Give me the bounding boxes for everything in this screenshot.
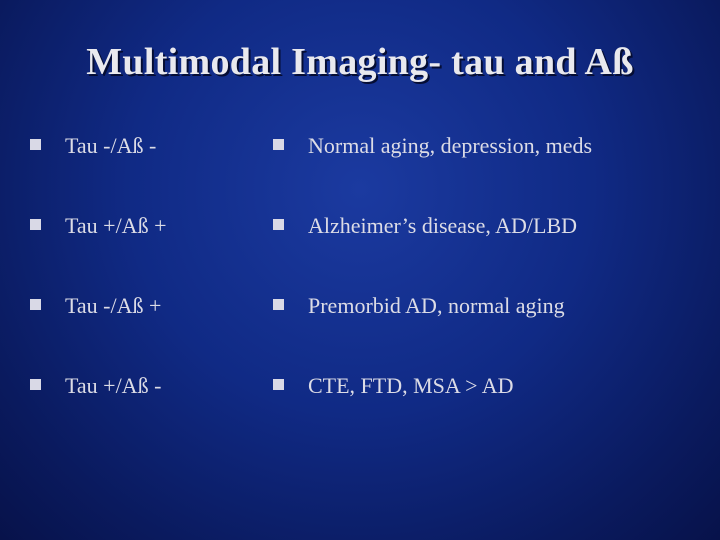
list-item-label: Normal aging, depression, meds	[308, 133, 593, 158]
list-item-label: Tau -/Aß +	[65, 293, 162, 318]
square-bullet-icon	[273, 139, 284, 150]
square-bullet-icon	[273, 299, 284, 310]
slide-title: Multimodal Imaging- tau and Aß	[86, 41, 634, 83]
list-item	[30, 211, 270, 291]
list-item-label: Tau +/Aß -	[65, 373, 162, 398]
right-column	[273, 131, 713, 451]
list-item	[273, 371, 713, 451]
list-item	[30, 371, 270, 451]
list-item-label: CTE, FTD, MSA > AD	[308, 373, 514, 398]
list-item-label: Tau +/Aß +	[65, 213, 167, 238]
square-bullet-icon	[30, 299, 41, 310]
square-bullet-icon	[30, 379, 41, 390]
list-item	[273, 211, 713, 291]
list-item	[30, 131, 270, 211]
left-column	[30, 131, 270, 451]
list-item-label: Premorbid AD, normal aging	[308, 293, 565, 318]
list-item	[273, 131, 713, 211]
square-bullet-icon	[273, 219, 284, 230]
list-item	[273, 291, 713, 371]
list-item-label: Tau -/Aß -	[65, 133, 157, 158]
list-item	[30, 291, 270, 371]
square-bullet-icon	[30, 219, 41, 230]
list-item-label: Alzheimer’s disease, AD/LBD	[308, 213, 578, 238]
square-bullet-icon	[273, 379, 284, 390]
square-bullet-icon	[30, 139, 41, 150]
